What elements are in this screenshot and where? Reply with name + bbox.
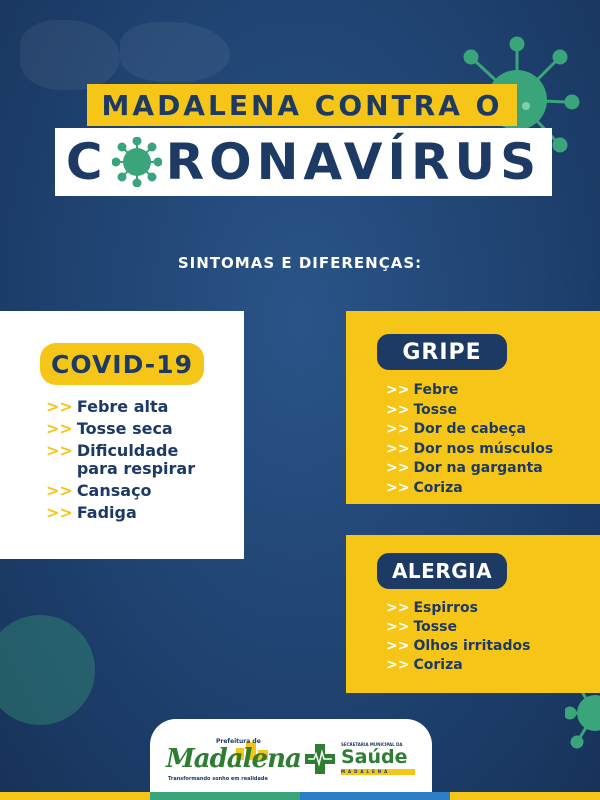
title-line-1: MADALENA CONTRA O bbox=[87, 84, 517, 126]
madalena-logo-slogan: Transformando sonho em realidade bbox=[168, 776, 268, 782]
list-item: >> Coriza bbox=[386, 657, 463, 673]
alergia-title-badge: ALERGIA bbox=[377, 553, 507, 589]
madalena-logo bbox=[166, 738, 301, 786]
list-item: >> Coriza bbox=[386, 479, 553, 499]
arrow-icon: >> bbox=[386, 600, 410, 616]
arrow-icon: >> bbox=[46, 503, 73, 522]
arrow-icon: >> bbox=[386, 619, 410, 635]
background-map-shape bbox=[20, 20, 120, 90]
arrow-icon: >> bbox=[46, 397, 73, 416]
gripe-symptom-list bbox=[386, 381, 553, 498]
list-item: >> Dor na garganta bbox=[386, 459, 553, 479]
virus-icon bbox=[0, 590, 120, 740]
arrow-icon: >> bbox=[46, 441, 73, 460]
list-item: >> Tosse bbox=[386, 401, 553, 421]
saude-logo bbox=[305, 740, 417, 776]
list-item: >> Febre alta bbox=[46, 397, 169, 416]
arrow-icon: >> bbox=[386, 638, 410, 654]
arrow-icon: >> bbox=[386, 382, 410, 398]
title-line-2 bbox=[55, 128, 552, 196]
list-item: >> Dor de cabeça bbox=[386, 420, 553, 440]
arrow-icon: >> bbox=[386, 440, 410, 457]
section-subtitle: SINTOMAS E DIFERENÇAS: bbox=[177, 254, 423, 272]
madalena-logo-name: Madalena bbox=[166, 744, 301, 774]
list-item: >> Tosse seca bbox=[46, 419, 173, 438]
covid-symptom-list bbox=[46, 398, 195, 526]
gripe-title-badge: GRIPE bbox=[377, 334, 507, 370]
arrow-icon: >> bbox=[386, 657, 410, 673]
arrow-icon: >> bbox=[386, 401, 410, 418]
arrow-icon: >> bbox=[386, 421, 410, 437]
list-item: >> Tosse bbox=[386, 619, 457, 635]
title-prefix: C bbox=[65, 133, 108, 191]
list-item: >> Olhos irritados bbox=[386, 638, 531, 654]
arrow-icon: >> bbox=[386, 460, 410, 476]
arrow-icon: >> bbox=[46, 481, 73, 500]
background-map-shape bbox=[120, 22, 230, 82]
health-cross-icon bbox=[305, 744, 335, 774]
virus-letter-icon bbox=[112, 137, 162, 187]
covid-title-badge: COVID-19 bbox=[40, 343, 204, 385]
arrow-icon: >> bbox=[386, 479, 410, 496]
list-item: >> Espirros bbox=[386, 600, 478, 616]
saude-logo-bar: MADALENA bbox=[341, 769, 415, 775]
list-item: >> Dificuldade para respirar bbox=[46, 441, 196, 478]
madalena-logo-top-text: Prefeitura de bbox=[216, 738, 261, 745]
alergia-symptom-list bbox=[386, 599, 530, 675]
list-item: >> Fadiga bbox=[46, 503, 137, 522]
bottom-color-bar bbox=[0, 792, 600, 800]
saude-logo-name: Saúde bbox=[341, 746, 408, 768]
list-item: >> Cansaço bbox=[46, 481, 152, 500]
title-suffix: RONAVÍRUS bbox=[165, 133, 542, 191]
list-item: >> Dor nos músculos bbox=[386, 440, 553, 460]
arrow-icon: >> bbox=[46, 419, 73, 438]
list-item: >> Febre bbox=[386, 381, 553, 401]
saude-logo-top-text: SECRETARIA MUNICIPAL DA bbox=[341, 742, 403, 747]
